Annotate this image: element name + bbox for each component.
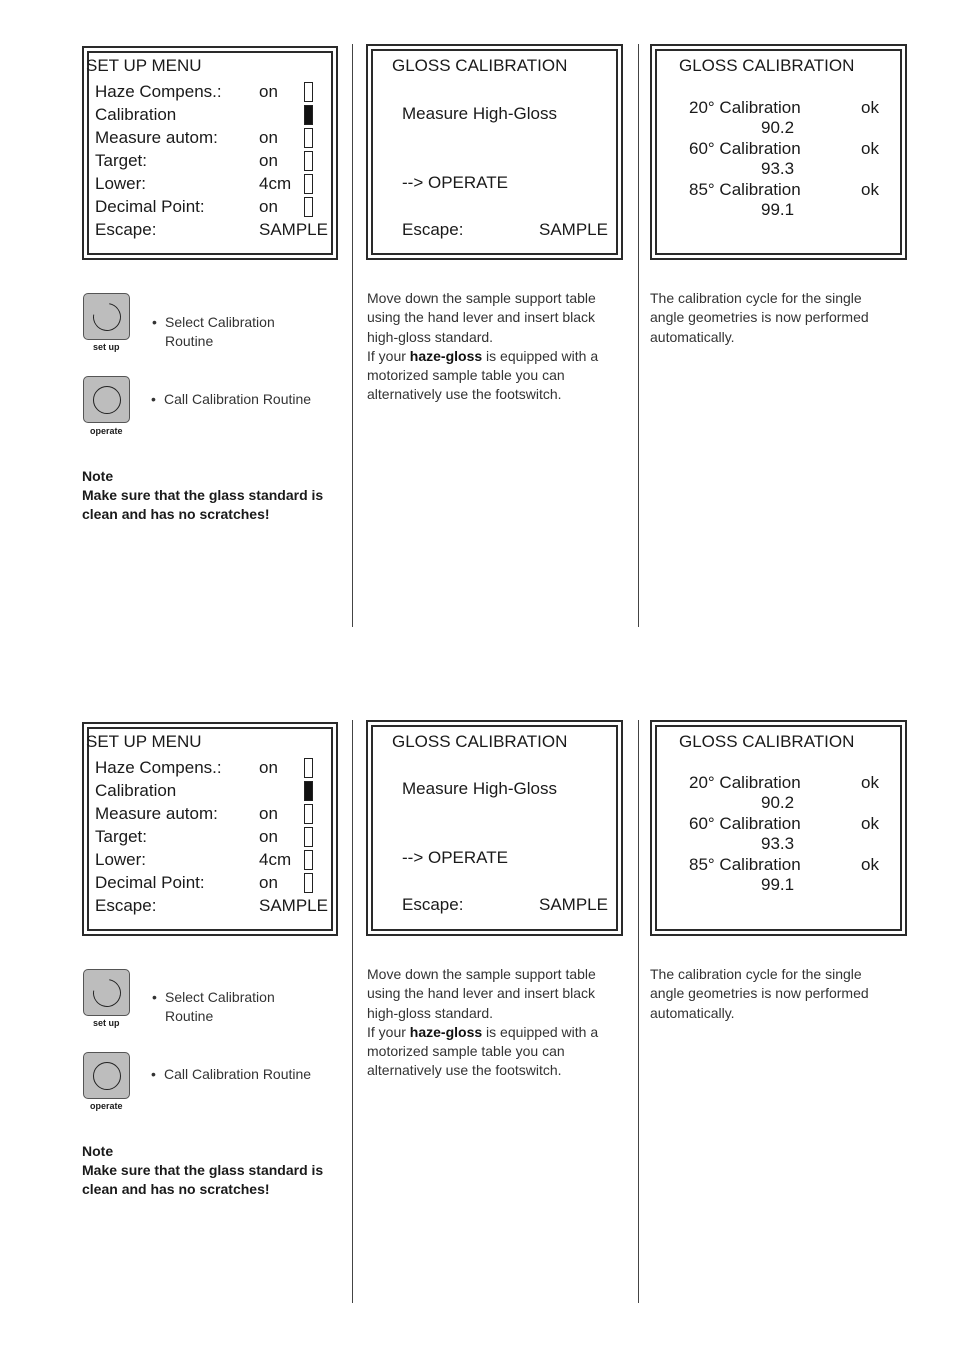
instruction-paragraph: Move down the sample support table using the hand lever and insert black high-gloss standard. If your haze-gloss is equipped with a motorized sample table you can alternatively use the footswitch. (367, 290, 599, 403)
result-status: ok (861, 773, 879, 792)
gloss-results-display (650, 720, 907, 936)
instruction-paragraph: Move down the sample support table using the hand lever and insert black high-gloss standard. If your haze-gloss is equipped with a motorized sample table you can alternatively use the footswitch. (367, 966, 599, 1079)
menu-row-value: on (259, 197, 278, 216)
menu-row-escape (84, 220, 330, 243)
setup-menu-title: SET UP MENU (86, 732, 202, 751)
menu-row-haze-compens (84, 82, 330, 105)
menu-row-label: Target: (95, 827, 147, 846)
menu-row-value: 4cm (259, 174, 292, 193)
menu-row-checkbox-selected (304, 781, 313, 801)
menu-row-target (84, 151, 330, 174)
menu-row-value: 4cm (259, 850, 292, 869)
result-value: 90.2 (761, 793, 795, 812)
result-status: ok (861, 855, 879, 874)
menu-row-value: on (259, 82, 278, 101)
menu-row-checkbox-selected (304, 105, 313, 125)
menu-row-target (84, 827, 330, 850)
gloss-calibration-display (366, 720, 623, 936)
menu-row-checkbox (304, 151, 313, 171)
note-line: Make sure that the glass standard is (82, 487, 324, 503)
menu-row-value: on (259, 827, 278, 846)
setup-menu-display (82, 722, 338, 936)
result-paragraph: The calibration cycle for the single angle geometries is now performed automatically. (650, 966, 869, 1021)
column-divider (352, 720, 353, 1303)
measure-instruction: Measure High-Gloss (402, 104, 557, 123)
setup-button-caption: set up (93, 1018, 120, 1028)
menu-row-label: Escape: (95, 896, 157, 915)
menu-row-checkbox (304, 82, 313, 102)
operate-instruction: --> OPERATE (402, 173, 508, 192)
operate-button-icon (83, 1052, 130, 1099)
menu-row-checkbox (304, 873, 313, 893)
menu-row-checkbox (304, 128, 313, 148)
menu-row-label: Haze Compens.: (95, 82, 222, 101)
column-divider (638, 720, 639, 1303)
result-label: 60° Calibration (689, 814, 801, 833)
setup-button-caption: set up (93, 342, 120, 352)
result-status: ok (861, 139, 879, 158)
menu-row-label: Lower: (95, 850, 147, 869)
menu-row-value: on (259, 128, 278, 147)
menu-row-value: SAMPLE (259, 220, 328, 239)
menu-row-measure-autom (84, 128, 330, 151)
note-line: Make sure that the glass standard is (82, 1162, 324, 1178)
result-label: 85° Calibration (689, 180, 801, 199)
setup-menu-display (82, 46, 338, 260)
operate-instruction: --> OPERATE (402, 848, 508, 867)
menu-row-value: SAMPLE (259, 896, 328, 915)
menu-row-label: Calibration (95, 781, 177, 800)
operate-button-caption: operate (90, 426, 123, 436)
gloss-screen-title: GLOSS CALIBRATION (679, 732, 855, 751)
escape-label: Escape: (402, 895, 464, 914)
menu-row-lower (84, 850, 330, 873)
menu-row-escape (84, 896, 330, 919)
operate-button-icon (83, 376, 130, 423)
menu-row-label: Escape: (95, 220, 157, 239)
menu-row-label: Target: (95, 151, 147, 170)
menu-row-checkbox (304, 174, 313, 194)
result-status: ok (861, 98, 879, 117)
menu-row-checkbox (304, 827, 313, 847)
menu-row-checkbox (304, 850, 313, 870)
gloss-screen-title: GLOSS CALIBRATION (392, 56, 568, 75)
manual-section-top: SET UP MENU Haze Compens.: on Calibration Measure autom: on Target: on Lower: 4cm Decimal Point: on Escape: SAMPLE GLOSS CALIBRATION Measure High-Gloss --> OPERATE Escape: SAMPLE GLOSS CALIBRATION 20° Calibration ok 90.2 60° Calibration ok 93.3 85° Calibration ok 99.1 set up • Select Calibration Routine operate • Call Calibration Routine Note Make sure that the glass standard is clean and has no scratches! Move down the sample support table using the hand lever and insert black high-gloss standard. If your haze-gloss is equipped with a motorized sample table you can alternatively use the footswitch. The calibration cycle for the single angle geometries is now performed automatically. (0, 0, 954, 620)
setup-button-icon (83, 969, 130, 1016)
result-status: ok (861, 180, 879, 199)
menu-row-label: Decimal Point: (95, 873, 205, 892)
result-value: 99.1 (761, 200, 795, 219)
menu-row-value: on (259, 873, 278, 892)
menu-row-value: on (259, 758, 278, 777)
measure-instruction: Measure High-Gloss (402, 779, 557, 798)
escape-value: SAMPLE (539, 895, 608, 914)
setup-button-icon (83, 293, 130, 340)
result-value: 93.3 (761, 159, 795, 178)
menu-row-calibration (84, 105, 330, 128)
menu-row-value: on (259, 804, 278, 823)
gloss-screen-title: GLOSS CALIBRATION (679, 56, 855, 75)
menu-row-label: Lower: (95, 174, 147, 193)
menu-row-measure-autom (84, 804, 330, 827)
result-paragraph: The calibration cycle for the single angle geometries is now performed automatically. (650, 290, 869, 345)
operate-button-caption: operate (90, 1101, 123, 1111)
menu-row-value: on (259, 151, 278, 170)
gloss-results-display (650, 44, 907, 260)
column-divider (352, 44, 353, 627)
result-label: 20° Calibration (689, 98, 801, 117)
menu-row-decimal-point (84, 873, 330, 896)
menu-row-label: Decimal Point: (95, 197, 205, 216)
note-title: Note (82, 1143, 114, 1159)
note-line: clean and has no scratches! (82, 1181, 270, 1197)
result-value: 99.1 (761, 875, 795, 894)
manual-section-bottom: SET UP MENU Haze Compens.: on Calibration Measure autom: on Target: on Lower: 4cm Decimal Point: on Escape: SAMPLE GLOSS CALIBRATION Measure High-Gloss --> OPERATE Escape: SAMPLE GLOSS CALIBRATION 20° Calibration ok 90.2 60° Calibration ok 93.3 85° Calibration ok 99.1 set up • Select Calibration Routine operate • Call Calibration Routine Note Make sure that the glass standard is clean and has no scratches! Move down the sample support table using the hand lever and insert black high-gloss standard. If your haze-gloss is equipped with a motorized sample table you can alternatively use the footswitch. The calibration cycle for the single angle geometries is now performed automatically. (0, 676, 954, 1296)
gloss-screen-title: GLOSS CALIBRATION (392, 732, 568, 751)
gloss-calibration-display (366, 44, 623, 260)
result-value: 93.3 (761, 834, 795, 853)
result-status: ok (861, 814, 879, 833)
result-value: 90.2 (761, 118, 795, 137)
menu-row-label: Haze Compens.: (95, 758, 222, 777)
result-label: 20° Calibration (689, 773, 801, 792)
menu-row-haze-compens (84, 758, 330, 781)
menu-row-calibration (84, 781, 330, 804)
menu-row-label: Measure autom: (95, 128, 218, 147)
note-line: clean and has no scratches! (82, 506, 270, 522)
menu-row-checkbox (304, 758, 313, 778)
column-divider (638, 44, 639, 627)
menu-row-label: Calibration (95, 105, 177, 124)
setup-menu-title: SET UP MENU (86, 56, 202, 75)
escape-value: SAMPLE (539, 220, 608, 239)
menu-row-label: Measure autom: (95, 804, 218, 823)
result-label: 85° Calibration (689, 855, 801, 874)
result-label: 60° Calibration (689, 139, 801, 158)
menu-row-decimal-point (84, 197, 330, 220)
menu-row-checkbox (304, 197, 313, 217)
menu-row-checkbox (304, 804, 313, 824)
note-title: Note (82, 468, 114, 484)
escape-label: Escape: (402, 220, 464, 239)
menu-row-lower (84, 174, 330, 197)
